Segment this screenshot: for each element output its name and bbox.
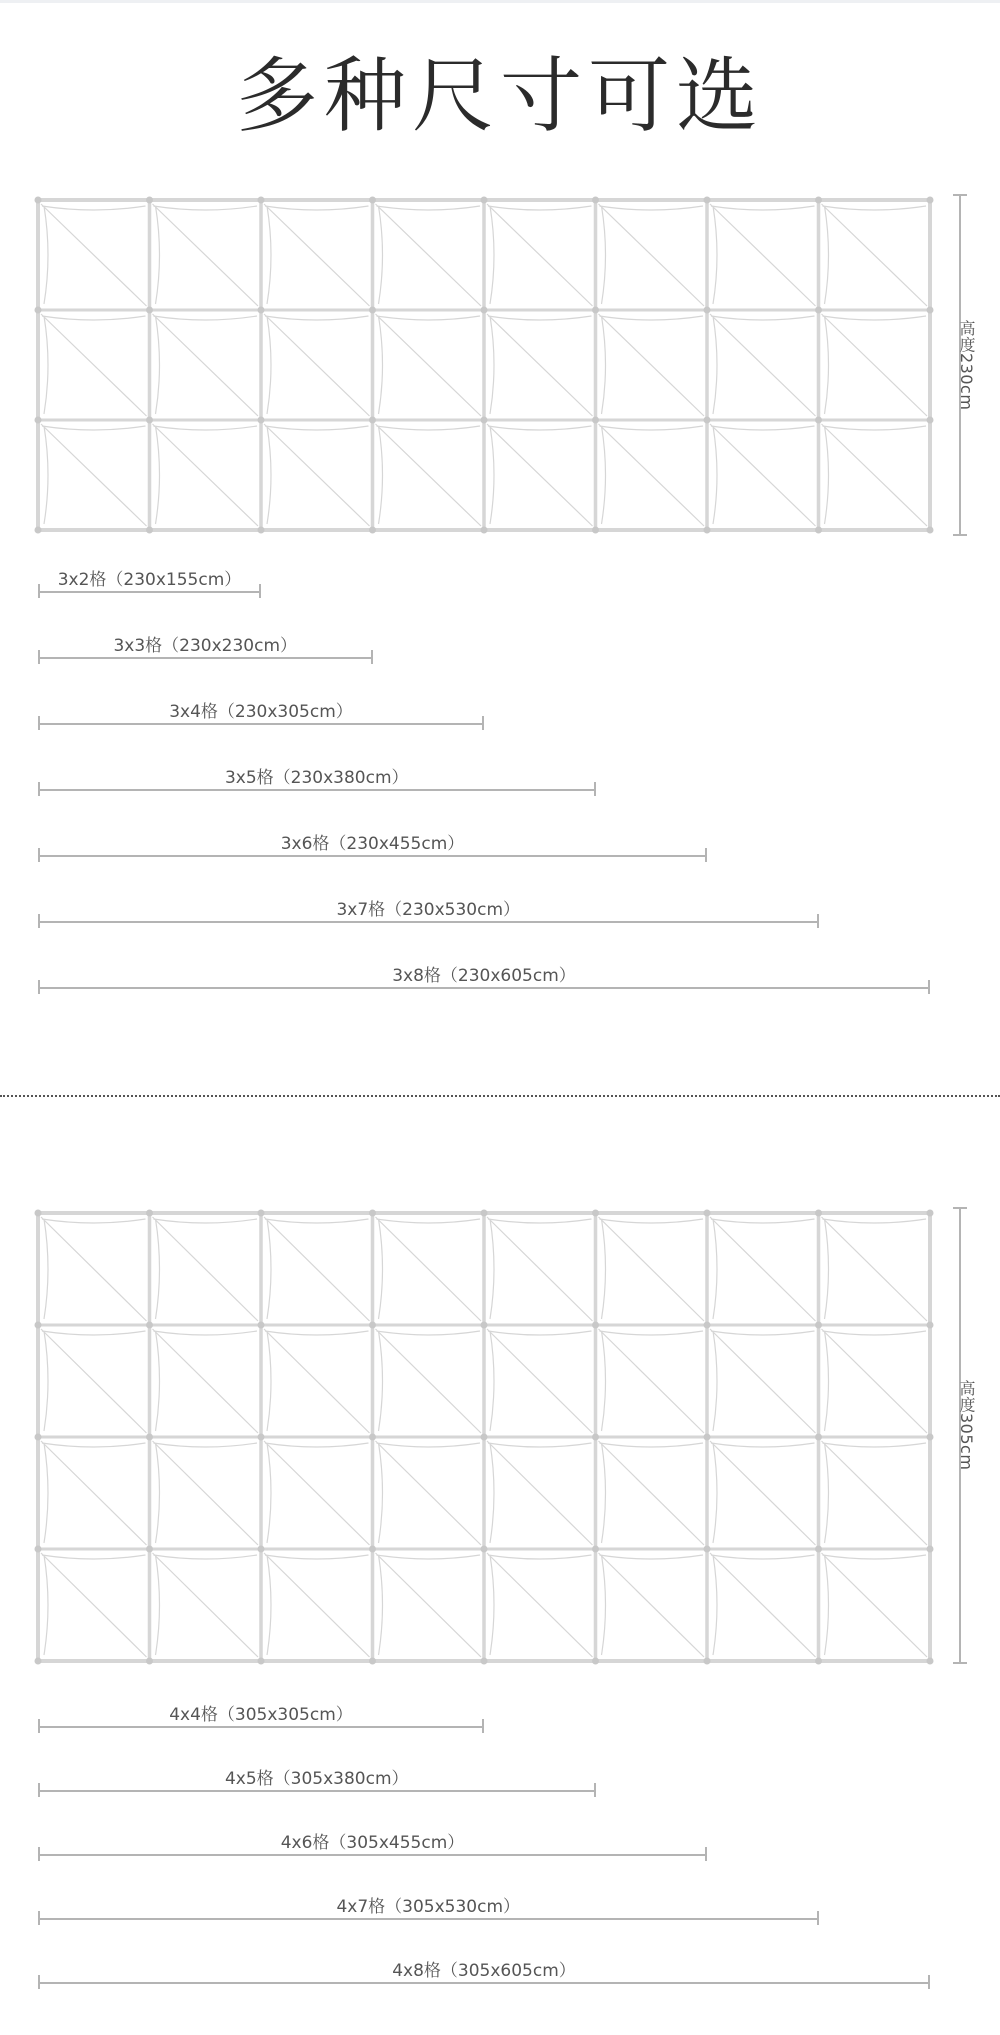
frame-curve [713,426,717,524]
frame-curve [44,206,48,304]
frame-curve [44,1331,48,1431]
frame-curve [44,1443,48,1543]
frame-curve [267,316,271,414]
frame-curve [265,426,369,430]
frame-joint [592,1210,599,1217]
frame-joint [927,1210,934,1217]
frame-curve [154,1331,258,1335]
frame-curve [602,426,606,524]
dimension-tick-left [38,1719,40,1733]
frame-curve [825,426,829,524]
frame-curve [711,316,815,320]
frame-curve [490,316,494,414]
frame-curve [825,1443,829,1543]
frame-curve [488,206,592,210]
frame-joint [704,1322,711,1329]
frame-joint [927,197,934,204]
frame-joint [146,1322,153,1329]
frame-curve [600,426,704,430]
dimension-tick-right [817,914,819,928]
size-option-4x6 [38,1828,707,1868]
frame-curve [156,1331,160,1431]
frame-joint [35,307,42,314]
frame-curve [490,1443,494,1543]
frame-curve [825,206,829,304]
frame-joint [369,307,376,314]
frame-joint [481,1658,488,1665]
frame-joint [704,1434,711,1441]
frame-curve [823,1555,927,1559]
frame-curve [267,1555,271,1655]
frame-joint [481,1546,488,1553]
frame-curve [377,1331,481,1335]
frame-curve [42,1331,146,1335]
frame-curve [267,426,271,524]
frame-joint [815,527,822,534]
frame-joint [481,197,488,204]
frame-curve [488,1555,592,1559]
width-dimension-line [38,987,930,989]
frame-curve [379,1443,383,1543]
frame-joint [704,197,711,204]
frame-curve [265,1443,369,1447]
frame-joint [35,417,42,424]
frame-curve [267,1331,271,1431]
frame-joint [704,417,711,424]
section-divider [0,1095,1000,1097]
dimension-tick-right [482,1719,484,1733]
dimension-tick-right [817,1911,819,1925]
frame-curve [379,1219,383,1319]
frame-curve [600,206,704,210]
frame-joint [592,1434,599,1441]
dimension-tick-left [38,1975,40,1989]
size-label: 4x7格（305x530cm） [336,1897,521,1917]
dimension-tick-left [38,1847,40,1861]
frame-curve [42,1219,146,1223]
frame-joint [704,1658,711,1665]
frame-joint [258,197,265,204]
size-option-3x6 [38,829,707,869]
frame-curve [602,1331,606,1431]
frame-joint [815,307,822,314]
frame-joint [146,307,153,314]
frame-curve [377,1443,481,1447]
frame-curve [265,206,369,210]
frame-curve [488,316,592,320]
frame-curve [602,1555,606,1655]
dimension-tick-left [38,1783,40,1797]
size-label: 4x4格（305x305cm） [169,1705,353,1725]
dimension-tick-left [38,584,40,598]
dimension-tick-left [38,650,40,664]
frame-curve [713,1443,717,1543]
frame-curve [490,1219,494,1319]
frame-joint [35,197,42,204]
frame-curve [154,1443,258,1447]
frame-curve [154,1219,258,1223]
width-dimension-line [38,591,261,593]
size-label: 4x5格（305x380cm） [224,1769,409,1789]
frame-joint [592,1546,599,1553]
frame-curve [377,426,481,430]
frame-curve [265,316,369,320]
frame-curve [825,316,829,414]
height-label-230: 高度230cm [957,320,976,411]
size-label: 3x5格（230x380cm） [224,768,409,788]
frame-curve [825,1219,829,1319]
frame-diagram-3-rows [0,190,1000,550]
frame-joint [815,1546,822,1553]
frame-curve [490,1331,494,1431]
frame-curve [156,206,160,304]
frame-joint [592,307,599,314]
frame-joint [815,1210,822,1217]
frame-curve [825,1331,829,1431]
frame-curve [42,316,146,320]
frame-curve [156,1443,160,1543]
frame-curve [379,426,383,524]
frame-curve [602,316,606,414]
dimension-tick-right [705,848,707,862]
dimension-tick-left [38,914,40,928]
frame-joint [369,197,376,204]
frame-curve [379,206,383,304]
frame-joint [35,1658,42,1665]
frame-joint [592,1322,599,1329]
frame-curve [154,1555,258,1559]
size-option-4x4 [38,1700,484,1740]
dimension-tick-right [482,716,484,730]
frame-curve [156,426,160,524]
frame-joint [481,417,488,424]
frame-curve [265,1331,369,1335]
width-dimension-line [38,789,596,791]
dimension-tick-left [38,716,40,730]
frame-joint [146,1434,153,1441]
size-label: 3x3格（230x230cm） [113,636,298,656]
frame-joint [704,1210,711,1217]
frame-joint [704,1546,711,1553]
frame-curve [600,1331,704,1335]
frame-curve [600,1555,704,1559]
frame-joint [592,1658,599,1665]
frame-curve [711,426,815,430]
width-dimension-line [38,921,819,923]
frame-joint [369,1210,376,1217]
frame-curve [44,426,48,524]
frame-curve [265,1219,369,1223]
frame-joint [815,1658,822,1665]
frame-curve [823,1219,927,1223]
frame-joint [369,527,376,534]
frame-joint [927,1434,934,1441]
frame-joint [35,1434,42,1441]
frame-curve [488,1219,592,1223]
frame-joint [481,307,488,314]
frame-joint [927,1658,934,1665]
dimension-tick-right [594,1783,596,1797]
width-dimension-line [38,723,484,725]
size-option-3x5 [38,763,596,803]
size-label: 3x8格（230x605cm） [392,966,576,986]
frame-curve [379,316,383,414]
dimension-tick-right [928,980,930,994]
page-title: 多种尺寸可选 [235,49,764,144]
dimension-tick-right [371,650,373,664]
frame-curve [42,1443,146,1447]
size-label: 3x2格（230x155cm） [57,570,242,590]
frame-joint [927,307,934,314]
frame-joint [35,1546,42,1553]
frame-joint [815,1434,822,1441]
frame-curve [823,1443,927,1447]
frame-curve [600,1219,704,1223]
size-option-3x8 [38,961,930,1001]
frame-joint [146,1210,153,1217]
dimension-tick-left [38,980,40,994]
frame-curve [711,1555,815,1559]
width-dimension-line [38,657,373,659]
frame-curve [602,1219,606,1319]
frame-curve [267,206,271,304]
frame-joint [481,527,488,534]
frame-curve [823,206,927,210]
frame-joint [704,307,711,314]
frame-joint [258,527,265,534]
frame-curve [42,206,146,210]
frame-curve [602,1443,606,1543]
frame-joint [258,1658,265,1665]
frame-joint [927,527,934,534]
size-label: 4x8格（305x605cm） [392,1961,576,1981]
frame-curve [713,206,717,304]
frame-curve [377,316,481,320]
frame-joint [258,307,265,314]
frame-curve [823,426,927,430]
frame-joint [146,417,153,424]
frame-curve [156,1219,160,1319]
frame-joint [927,1546,934,1553]
size-option-4x7 [38,1892,819,1932]
frame-joint [704,527,711,534]
dimension-tick-left [38,848,40,862]
frame-curve [711,206,815,210]
frame-curve [711,1219,815,1223]
frame-joint [258,417,265,424]
frame-curve [44,1219,48,1319]
size-label: 3x4格（230x305cm） [169,702,353,722]
size-option-3x7 [38,895,819,935]
frame-curve [713,316,717,414]
frame-curve [267,1443,271,1543]
size-label: 3x7格（230x530cm） [336,900,521,920]
frame-curve [600,316,704,320]
frame-curve [600,1443,704,1447]
frame-curve [713,1331,717,1431]
size-option-3x3 [38,631,373,671]
frame-curve [379,1555,383,1655]
dimension-tick-right [705,1847,707,1861]
frame-joint [35,527,42,534]
frame-curve [154,206,258,210]
top-rule [0,0,1000,3]
size-option-4x5 [38,1764,596,1804]
frame-curve [156,1555,160,1655]
frame-joint [258,1434,265,1441]
frame-joint [369,1322,376,1329]
frame-curve [711,1331,815,1335]
frame-joint [258,1322,265,1329]
frame-joint [481,1210,488,1217]
frame-curve [44,1555,48,1655]
size-label: 4x6格（305x455cm） [280,1833,465,1853]
frame-joint [369,1434,376,1441]
frame-joint [815,197,822,204]
frame-joint [815,417,822,424]
frame-curve [42,426,146,430]
frame-joint [35,1210,42,1217]
frame-joint [369,417,376,424]
width-dimension-line [38,1726,484,1728]
dimension-tick-right [928,1975,930,1989]
frame-curve [488,1331,592,1335]
frame-curve [713,1219,717,1319]
frame-curve [156,316,160,414]
frame-curve [154,426,258,430]
height-label-305: 高度305cm [957,1380,976,1471]
frame-joint [592,417,599,424]
frame-curve [44,316,48,414]
frame-curve [602,206,606,304]
width-dimension-line [38,1854,707,1856]
frame-joint [369,1658,376,1665]
frame-joint [481,1322,488,1329]
frame-curve [490,1555,494,1655]
width-dimension-line [38,1982,930,1984]
frame-joint [146,1658,153,1665]
frame-curve [154,316,258,320]
size-option-3x4 [38,697,484,737]
size-option-4x8 [38,1956,930,1996]
frame-curve [42,1555,146,1559]
frame-curve [377,1555,481,1559]
frame-joint [146,1546,153,1553]
frame-joint [592,197,599,204]
frame-joint [481,1434,488,1441]
frame-curve [823,1331,927,1335]
frame-curve [265,1555,369,1559]
width-dimension-line [38,1918,819,1920]
frame-curve [377,1219,481,1223]
frame-joint [146,197,153,204]
frame-curve [825,1555,829,1655]
dimension-tick-left [38,782,40,796]
frame-curve [379,1331,383,1431]
dimension-tick-right [594,782,596,796]
frame-curve [377,206,481,210]
frame-joint [927,1322,934,1329]
frame-joint [369,1546,376,1553]
frame-curve [488,426,592,430]
frame-curve [711,1443,815,1447]
dimension-tick-left [38,1911,40,1925]
frame-joint [815,1322,822,1329]
frame-curve [488,1443,592,1447]
frame-curve [267,1219,271,1319]
frame-joint [258,1210,265,1217]
frame-curve [713,1555,717,1655]
width-dimension-line [38,1790,596,1792]
frame-curve [490,206,494,304]
width-dimension-line [38,855,707,857]
frame-joint [258,1546,265,1553]
dimension-tick-right [259,584,261,598]
frame-diagram-4-rows [0,1205,1000,1675]
size-option-3x2 [38,565,261,605]
frame-joint [146,527,153,534]
frame-curve [490,426,494,524]
frame-joint [927,417,934,424]
frame-curve [823,316,927,320]
frame-joint [592,527,599,534]
frame-joint [35,1322,42,1329]
size-label: 3x6格（230x455cm） [280,834,465,854]
